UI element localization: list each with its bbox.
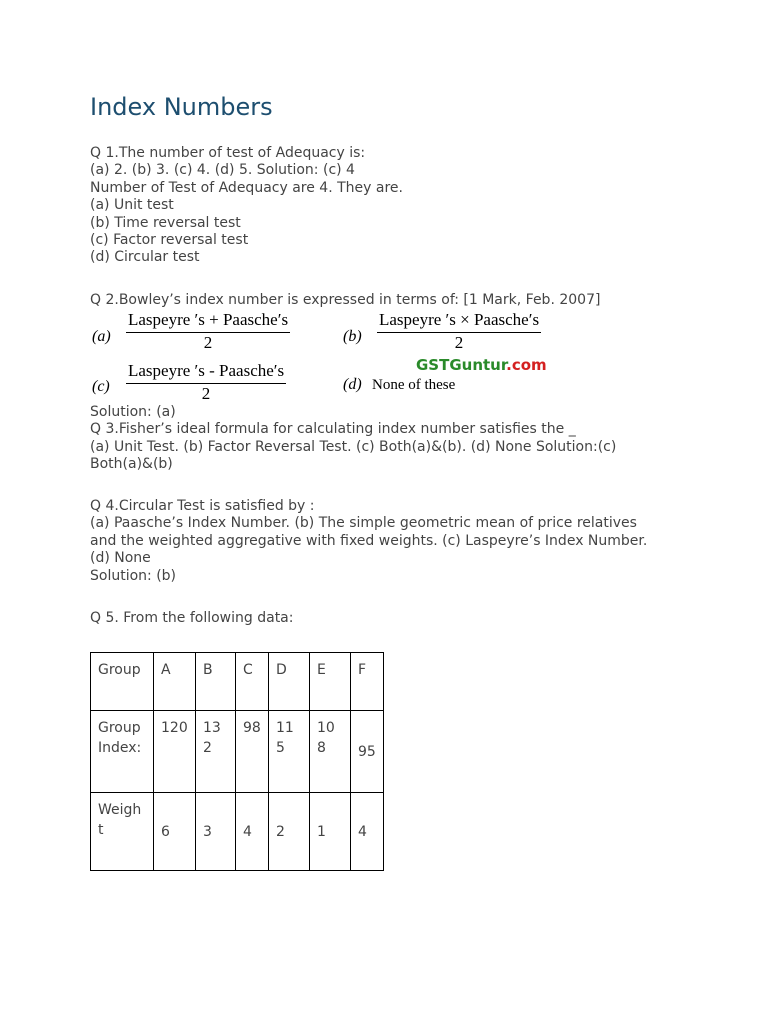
q1-item-a: (a) Unit test bbox=[90, 197, 174, 214]
option-a-numerator: Laspeyre ′s + Paasche′s bbox=[126, 310, 290, 333]
table-cell: C bbox=[236, 653, 269, 711]
option-a-denominator: 2 bbox=[203, 333, 213, 352]
table-cell: F bbox=[351, 653, 384, 711]
option-c-fraction bbox=[126, 361, 286, 404]
table-cell: 108 bbox=[310, 711, 351, 793]
page-title: Index Numbers bbox=[90, 93, 273, 121]
option-c-numerator: Laspeyre ′s - Paasche′s bbox=[126, 361, 286, 384]
table-cell: 2 bbox=[269, 793, 310, 871]
option-a-label: (a) bbox=[92, 328, 111, 345]
table-cell: Group bbox=[91, 653, 154, 711]
q1-question: Q 1.The number of test of Adequacy is: bbox=[90, 145, 366, 161]
option-a-fraction bbox=[126, 310, 290, 353]
table-cell: E bbox=[310, 653, 351, 711]
q4-question: Q 4.Circular Test is satisfied by : bbox=[90, 498, 315, 514]
q4-option-d: (d) None bbox=[90, 550, 151, 567]
table-cell: 3 bbox=[196, 793, 236, 871]
q3-question: Q 3.Fisher’s ideal formula for calculating index number satisfies the _ bbox=[90, 421, 576, 438]
option-b-numerator: Laspeyre ′s × Paasche′s bbox=[377, 310, 541, 333]
table-row-group-index bbox=[91, 711, 384, 793]
q3-solution: Both(a)&(b) bbox=[90, 456, 173, 473]
option-c-denominator: 2 bbox=[201, 384, 211, 403]
option-b-fraction bbox=[377, 310, 541, 353]
q2-question: Q 2.Bowley’s index number is expressed in terms of: [1 Mark, Feb. 2007] bbox=[90, 292, 601, 308]
table-cell: 132 bbox=[196, 711, 236, 793]
q2-solution: Solution: (a) bbox=[90, 404, 176, 420]
option-b-denominator: 2 bbox=[454, 333, 464, 352]
q4-solution: Solution: (b) bbox=[90, 567, 177, 584]
table-cell: Weight bbox=[91, 793, 154, 871]
q4-option-line-1: (a) Paasche’s Index Number. (b) The simple geometric mean of price relatives bbox=[90, 515, 637, 532]
table-row-header bbox=[91, 653, 384, 711]
table-cell: Group Index: bbox=[91, 711, 154, 793]
table-cell: B bbox=[196, 653, 236, 711]
q1-explanation: Number of Test of Adequacy are 4. They are. bbox=[90, 179, 403, 196]
q1-item-b: (b) Time reversal test bbox=[90, 214, 241, 231]
table-cell: 120 bbox=[154, 711, 196, 793]
table-cell: A bbox=[154, 653, 196, 711]
question-5 bbox=[90, 610, 690, 627]
question-1 bbox=[90, 145, 690, 267]
q1-item-c: (c) Factor reversal test bbox=[90, 232, 249, 249]
q1-item-d: (d) Circular test bbox=[90, 249, 200, 266]
question-2 bbox=[90, 292, 690, 309]
option-d-text: None of these bbox=[372, 377, 456, 393]
gstguntur-watermark: GSTGuntur.com bbox=[416, 356, 547, 374]
option-c-label: (c) bbox=[92, 378, 110, 395]
option-d-label: (d) bbox=[343, 376, 362, 393]
table-cell: 95 bbox=[351, 711, 384, 793]
q1-options: (a) 2. (b) 3. (c) 4. (d) 5. Solution: (c) 4 bbox=[90, 162, 355, 179]
table-cell: 6 bbox=[154, 793, 196, 871]
table-cell: 1 bbox=[310, 793, 351, 871]
option-b-label: (b) bbox=[343, 328, 362, 345]
table-cell: 98 bbox=[236, 711, 269, 793]
table-row-weight bbox=[91, 793, 384, 871]
q2-formula-image bbox=[90, 310, 560, 405]
q2-solution-and-q3 bbox=[90, 404, 690, 474]
q5-question: Q 5. From the following data: bbox=[90, 610, 294, 626]
table-cell: D bbox=[269, 653, 310, 711]
table-cell: 4 bbox=[351, 793, 384, 871]
q4-option-line-2: and the weighted aggregative with fixed weights. (c) Laspeyre’s Index Number. bbox=[90, 532, 648, 549]
table-cell: 4 bbox=[236, 793, 269, 871]
question-4 bbox=[90, 498, 690, 585]
q3-options: (a) Unit Test. (b) Factor Reversal Test. (c) Both(a)&(b). (d) None Solution:(c) bbox=[90, 438, 617, 455]
table-cell: 115 bbox=[269, 711, 310, 793]
data-table bbox=[90, 652, 384, 871]
